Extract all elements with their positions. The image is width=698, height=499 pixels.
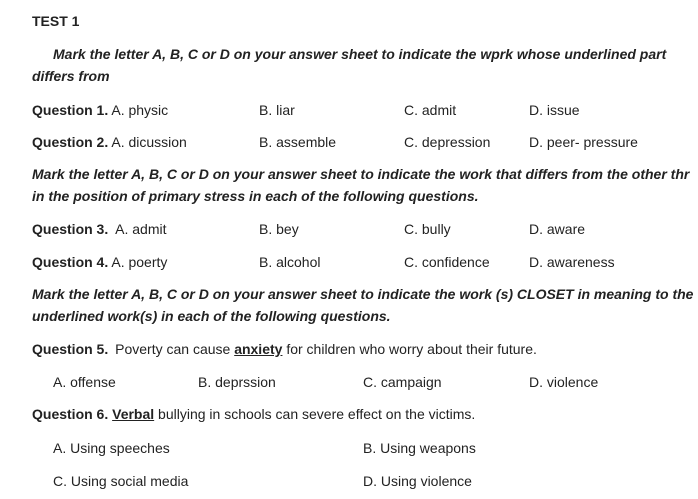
option-a: A. poerty [111,254,168,270]
option-d: D. issue [529,102,580,118]
section3-instruction-line1: Mark the letter A, B, C or D on your answer sheet to indicate the work (s) CLOSET in meaning to the [32,286,694,302]
section2-instruction-line1: Mark the letter A, B, C or D on your answer sheet to indicate the work that differs from the other thr [32,166,690,182]
option-b: B. liar [259,102,295,118]
option-d: D. violence [529,374,599,390]
option-a: A. Using speeches [53,440,170,456]
section3-instruction-line2: underlined work(s) in each of the following questions. [32,308,391,324]
option-b: B. deprssion [198,374,276,390]
option-a: A. physic [111,102,169,118]
section2-instruction-line2: in the position of primary stress in each of the following questions. [32,188,479,204]
option-b: B. assemble [259,134,337,150]
option-c: C. confidence [404,254,490,270]
question-5 [32,340,537,358]
underlined-word: anxiety [234,341,283,357]
option-b: B. Using weapons [363,440,476,456]
question-3 [32,220,166,238]
option-d: D. aware [529,221,586,237]
question-label: Question 4. [32,254,109,270]
test-title: TEST 1 [32,13,80,29]
option-b: B. bey [259,221,299,237]
question-label: Question 6. [32,406,109,422]
option-c: C. campaign [363,374,442,390]
question-6 [32,405,475,423]
question-label: Question 2. [32,134,109,150]
option-c: C. Using social media [53,473,189,489]
option-d: D. peer- pressure [529,134,638,150]
question-label: Question 1. [32,102,109,118]
option-a: A. offense [53,374,116,390]
option-b: B. alcohol [259,254,321,270]
option-a: A. dicussion [111,134,187,150]
underlined-word: Verbal [112,406,155,422]
question-4 [32,253,167,271]
option-c: C. bully [404,221,451,237]
question-label: Question 5. [32,341,109,357]
question-2 [32,133,187,151]
option-d: D. Using violence [363,473,472,489]
option-a: A. admit [115,221,167,237]
option-c: C. depression [404,134,491,150]
section1-instruction-line1: Mark the letter A, B, C or D on your answer sheet to indicate the wprk whose underlined part [53,46,667,62]
section1-instruction-line2: differs from [32,68,110,84]
option-d: D. awareness [529,254,615,270]
question-label: Question 3. [32,221,109,237]
question-1 [32,101,168,119]
question-text-after: for children who worry about their future. [282,341,537,357]
question-text-after: bullying in schools can severe effect on the victims. [154,406,476,422]
question-text-before: Poverty can cause [115,341,235,357]
option-c: C. admit [404,102,457,118]
